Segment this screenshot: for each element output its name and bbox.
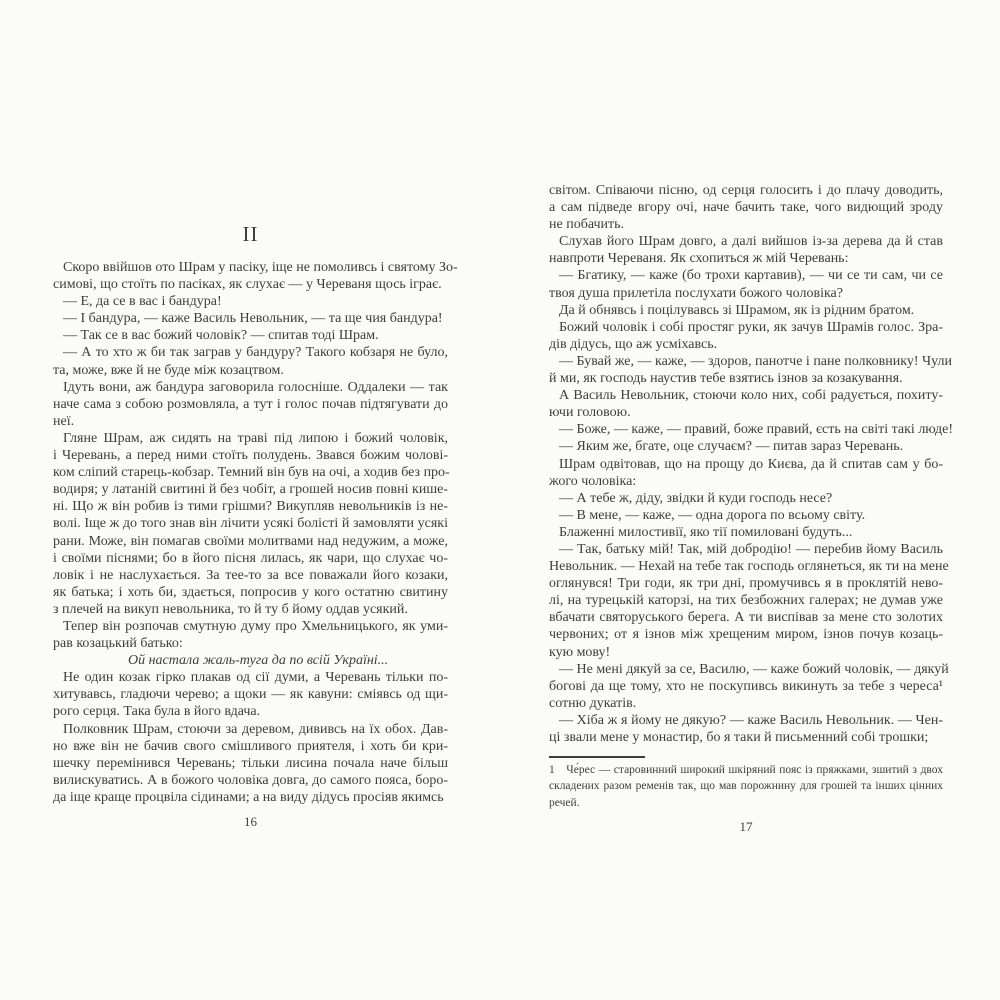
text-line: сотню дукатів. [549,695,637,711]
text-line: дів дідусь, що аж усміхавсь. [549,336,718,352]
text-line: Ідуть вони, аж бандура заговорила голосніше. Оддалеки — так [63,379,448,395]
text-line: рани. Може, він помагав своїми молитвами над недужим, а може, [53,533,448,549]
text-line: Гляне Шрам, аж сидять на траві під липою і божий чоловік, [63,430,448,446]
text-line: — Хіба ж я йому не дякую? — каже Василь Невольник. — Чен- [559,712,943,728]
text-line: но вже він не бачив свого смішливого приятеля, і хоть би кри- [53,738,448,754]
text-line: водиря; у латаній свитині й без чобіт, а грошей носив повні кише- [53,482,448,498]
text-line: кую мову! [549,644,611,660]
text-line: вбачати святоруського берега. А ти виспівав за мене сто золотих [549,610,943,626]
text-line: — Е, да се в вас і бандура! [63,294,222,310]
text-line: волі. Іще ж до того знав він лічити усякі болісті й замовляти усякі [53,516,448,532]
text-line: — А то хто ж би так заграв у бандуру? Такого кобзаря не було, [63,345,448,361]
text-line: ючи головою. [549,405,631,421]
text-line: як батька; і хоть би, здається, попросив у кого остатню свитину [53,584,448,600]
text-line: з плечей на викуп невольника, то й ту б йому оддав усякий. [53,601,408,617]
footnote-text [549,762,943,811]
text-line: — Бувай же, — каже, — здоров, панотче і пане полковнику! Чули [559,353,952,369]
text-line: ці звали мене у монастир, бо я таки й письменний собі трошки; [549,730,929,745]
text-line: оглянувся! Три годи, як три дні, промучивсь я в проклятій нево- [549,576,943,592]
text-line: Да й обнявсь і поцілувавсь зі Шрамом, як із рідним братом. [559,302,915,318]
text-line: і Черевань, а перед ними стоїть полудень. Звався божим чолові- [53,448,448,464]
text-line: не побачить. [549,217,625,233]
left-page-text [53,259,458,806]
text-line: рого серця. Така була в його вдача. [53,704,261,720]
text-line: та, може, вже й не буде між козацтвом. [53,362,284,378]
footnote-divider [549,756,645,758]
text-line: ні. Що ж він робив із тими грішми? Викупляв невольників із не- [53,499,448,515]
text-line: — Так, батьку мій! Так, мій добродію! — перебив йому Василь [559,541,943,557]
text-line: і своїми піснями; бо в його пісня лилась, як чари, що слухає чо- [53,550,448,566]
left-page [53,221,458,806]
text-line: світом. Співаючи пісню, од серця голосить і до плачу доводить, [549,183,943,198]
page-number-right: 17 [739,819,753,834]
text-line: — Боже, — каже, — правий, боже правий, єсть на світі такі люде! [559,422,954,438]
text-line: твоя душа прилетіла послухати божого чоловіка? [549,285,843,301]
text-line: й ми, як господь наустив тебе взятись ізнов за козакування. [549,371,903,387]
footnote-line: речей. [549,796,580,809]
text-line: Скоро ввійшов ото Шрам у пасіку, іще не помоливсь і святому Зо- [63,260,458,275]
text-line: — Яким же, бгате, оце случаєм? — питав зараз Черевань. [559,439,904,455]
text-line: богові да ще тому, хто не поскупивсь викинуть за тебе з череса¹ [549,678,943,694]
text-line: А Василь Невольник, стоючи коло них, собі радується, похиту- [559,388,943,404]
page-number-left: 16 [244,814,257,829]
footnote-line: складених разом ременів так, що мав порожнину для грошей та інших цінних [549,780,943,793]
text-line: — Так се в вас божий чоловік? — спитав тоді Шрам. [63,328,379,344]
text-line: Невольник. — Нехай на тебе так господь оглянеться, як ти на мене [549,559,949,575]
text-line: жого чоловіка: [549,473,637,489]
right-page-text [549,182,954,746]
text-line: Тепер він розпочав смутную думу про Хмельницького, як уми- [63,618,448,634]
footnote-line: 1 Че́рес — старовинний широкий шкіряний пояс із пряжками, зшитий з двох [549,764,943,777]
text-line: ловік і не наслухається. За тее-то за все поважали його козаки, [53,567,448,583]
text-line: Слухав його Шрам довго, а далі вийшов із-за дерева да й став [559,234,943,250]
text-line: — Не мені дякуй за се, Василю, — каже божий чоловік, — дякуй [559,661,949,677]
text-line: наче сама з собою розмовляла, а тут і голос почав підтягувати до [53,396,448,412]
text-line: шечку перемінився Черевань; тільки лисина почала наче більш [53,755,448,771]
text-line: лі, на турецькій каторзі, на тих безбожних галерах; не думав уже [549,593,943,609]
text-line: — І бандура, — каже Василь Невольник, — та ще чия бандура! [63,311,443,327]
text-line: Не один козак гірко плакав од сії думи, а Черевань тільки по- [63,670,448,686]
text-line: Божий чоловік і собі простяг руки, як зачув Шрамів голос. Зра- [559,319,943,335]
text-line: Полковник Шрам, стоючи за деревом, дививсь на їх обох. Дав- [63,721,448,737]
text-line: ком сліпий старець-кобзар. Темний він був на очі, а ходив без про- [53,465,450,481]
text-line: Блаженні милостивії, яко тії помиловані будуть... [559,524,853,540]
text-line: неї. [53,413,75,429]
text-line: — В мене, — каже, — одна дорога по всьому світу. [559,507,866,523]
chapter-heading: II [242,222,259,246]
text-line: — А тебе ж, діду, звідки й куди господь несе? [559,490,833,506]
text-line: — Бгатику, — каже (бо трохи картавив), — чи се ти сам, чи се [559,268,943,284]
text-line: Шрам одвітовав, що на прощу до Києва, да й спитав сам у бо- [559,456,943,472]
footnote [549,756,943,811]
verse-line: Ой настала жаль-туга да по всій Україні... [128,653,389,669]
text-line: червоних; от я ізнов між хрещеним миром, ізнов почув козаць- [549,627,943,643]
text-line: симові, що стоїть по пасіках, як слухає — у Череваня щось іграє. [53,277,442,293]
text-line: навпроти Череваня. Як схопиться ж мій Черевань: [549,251,849,267]
text-line: вилискуватись. А в божого чоловіка довга, до самого пояса, боро- [53,772,448,788]
text-line: а сам підведе вгору очі, наче бачить таке, чого видющий зроду [549,200,943,216]
text-line: да іще краще процвіла сідинами; а на виду дідусь просіяв якимсь [53,789,444,805]
right-page [549,182,954,811]
text-line: рав козацький батько: [53,636,183,652]
text-line: хитувавсь, гладючи черево; а щоки — як кавуни: сміявсь од щи- [53,687,448,703]
